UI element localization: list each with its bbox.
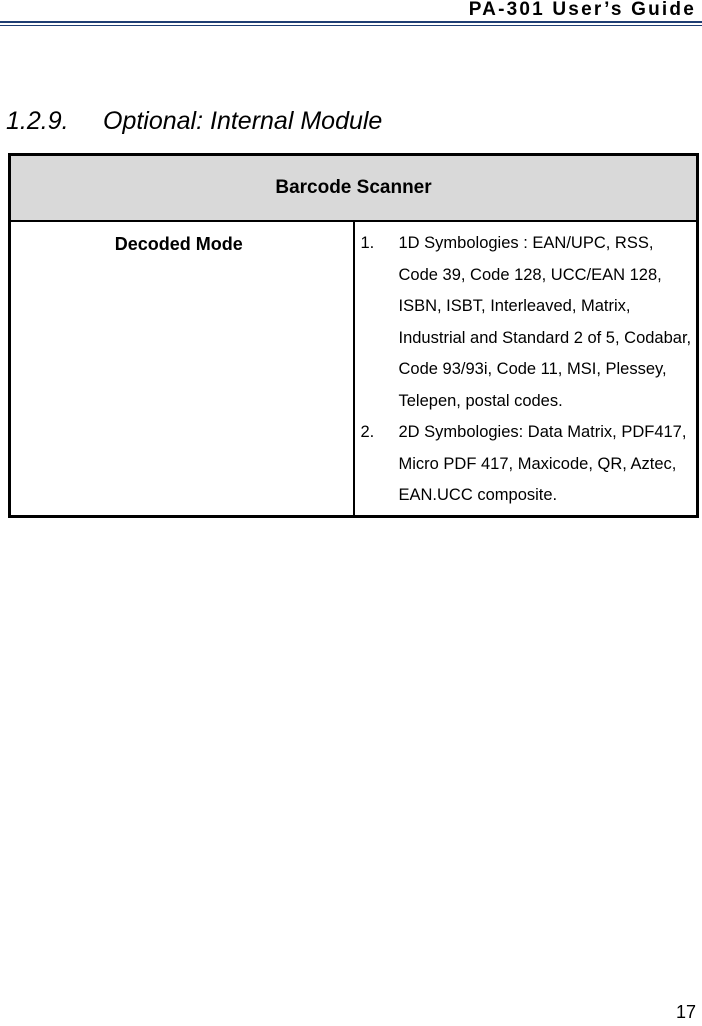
table-header-row [10, 155, 698, 222]
list-item-number: 2. [360, 423, 375, 441]
section-title: Optional: Internal Module [103, 107, 383, 135]
list-item-text: 1D Symbologies : EAN/UPC, RSS, Code 39, Code 128, UCC/EAN 128, ISBN, ISBT, Interleaved, Matrix, Industrial and Standard 2 of 5, Codabar, Code 93/93i, Code 11, MSI, Plessey, Telepen, postal codes. [398, 234, 692, 410]
table-row [10, 221, 698, 516]
table-header: Barcode Scanner [10, 155, 698, 222]
list-item [355, 417, 697, 512]
section-number: 1.2.9. [6, 107, 69, 135]
list-item [355, 228, 697, 417]
row-value [354, 221, 698, 516]
section-heading [6, 106, 382, 136]
list-item-text: 2D Symbologies: Data Matrix, PDF417, Micro PDF 417, Maxicode, QR, Aztec, EAN.UCC composite. [398, 423, 687, 504]
spec-table [8, 153, 699, 518]
list-item-number: 1. [360, 234, 375, 252]
header-rule [0, 21, 702, 23]
row-label: Decoded Mode [10, 221, 354, 516]
page-number: 17 [675, 1002, 696, 1022]
page-header-title: PA-301 User’s Guide [468, 0, 696, 20]
header-rule-secondary [0, 25, 702, 26]
